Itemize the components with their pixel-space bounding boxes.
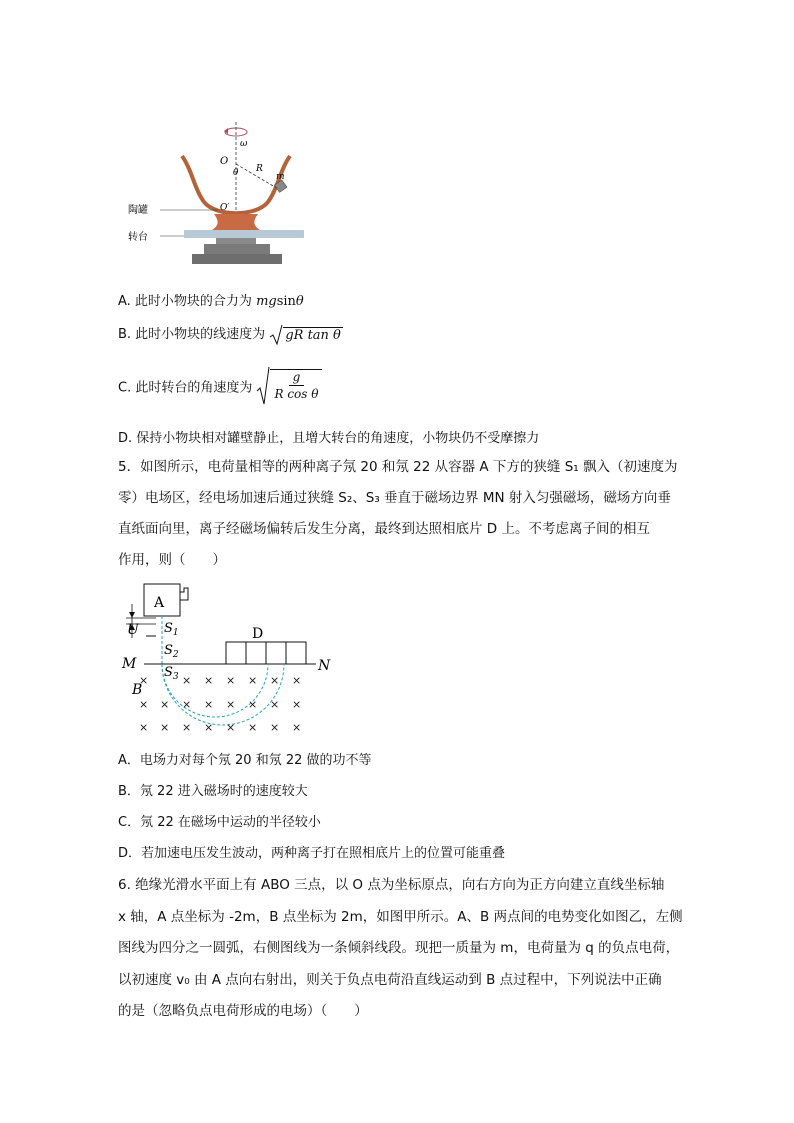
q6-stem — [118, 870, 688, 1028]
q6-stem-line-3: 图线为四分之一圆弧，右侧图线为一条倾斜线段。现把一质量为 m，电荷量为 q 的负点电荷， — [118, 940, 680, 956]
field-cross: × — [204, 698, 214, 711]
pot-turntable-figure — [120, 118, 320, 268]
q5-option-a: A．电场力对每个氖 20 和氖 22 做的功不等 — [118, 753, 372, 768]
q5-stem-line-3: 直纸面向里，离子经磁场偏转后发生分离，最终到达照相底片 D 上。不考虑离子间的相互 — [118, 521, 650, 537]
field-cross: × — [182, 721, 192, 734]
field-cross: × — [270, 698, 280, 711]
q6-stem-line-1: 6. 绝缘光滑水平面上有 ABO 三点，以 O 点为坐标原点，向右方向为正方向建立直线坐标轴 — [118, 877, 665, 893]
turntable-plate — [184, 230, 304, 238]
q4-option-a — [118, 290, 304, 309]
u-arrow-head-top — [129, 612, 135, 618]
sqrt-sign — [269, 324, 283, 346]
q4-option-b-text: B. 此时小物块的线速度为 — [118, 327, 270, 342]
field-cross: × — [270, 674, 280, 687]
ion-trajectory-neon-22 — [162, 664, 284, 725]
q4-option-c-text: C. 此时转台的角速度为 — [118, 380, 257, 396]
m-label: M — [122, 656, 137, 672]
s1-label: $S_1$ — [164, 621, 179, 638]
q4-option-b-sqrt — [269, 324, 343, 346]
pot-base — [212, 214, 260, 230]
field-cross: × — [204, 721, 214, 734]
q4-option-c-denominator: R cos θ — [274, 387, 319, 401]
plate-d-label: D — [252, 626, 264, 642]
field-cross: × — [204, 674, 214, 687]
q4-option-a-math: mg — [256, 294, 277, 309]
q5-stem — [118, 452, 678, 576]
turntable-stand — [204, 244, 270, 254]
q4-option-c-fraction — [270, 370, 322, 401]
q5-option-c: C．氖 22 在磁场中运动的半径较小 — [118, 815, 321, 830]
field-cross: × — [292, 721, 302, 734]
field-cross: × — [248, 721, 258, 734]
mass-spectrometer-figure — [118, 578, 338, 738]
field-cross: × — [182, 674, 192, 687]
o-label: O — [220, 156, 229, 167]
q4-option-b — [118, 323, 343, 346]
field-cross: × — [139, 698, 149, 711]
q4-option-b-math: gR tan θ — [285, 328, 341, 343]
r-label: R — [256, 164, 263, 174]
b-field-label: B — [132, 682, 143, 698]
o-prime-label: O′ — [220, 203, 230, 213]
pot-label: 陶罐 — [128, 205, 148, 216]
field-cross: × — [160, 721, 170, 734]
field-cross: × — [248, 674, 258, 687]
q5-stem-line-4: 作用，则（ ） — [118, 552, 226, 568]
q4-option-a-sin: sin — [276, 294, 296, 309]
field-cross: × — [139, 721, 149, 734]
field-cross: × — [160, 698, 170, 711]
q5-option-b: B．氖 22 进入磁场时的速度较大 — [118, 784, 308, 799]
field-cross: × — [226, 721, 236, 734]
q5-stem-line-2: 零）电场区，经电场加速后通过狭缝 S₂、S₃ 垂直于磁场边界 MN 射入匀强磁场，磁场方向垂 — [118, 490, 671, 506]
field-cross: × — [270, 721, 280, 734]
q5-stem-line-1: 5．如图所示，电荷量相等的两种离子氖 20 和氖 22 从容器 A 下方的狭缝 S₁ 飘入（初速度为 — [118, 459, 678, 475]
field-cross: × — [182, 698, 192, 711]
field-cross: × — [292, 674, 302, 687]
field-cross: × — [226, 698, 236, 711]
q4-option-c-numerator: g — [289, 370, 305, 386]
q5-option-d: D．若加速电压发生波动，两种离子打在照相底片上的位置可能重叠 — [118, 846, 506, 861]
q4-option-a-text: A. 此时小物块的合力为 — [118, 294, 257, 309]
turntable-foot — [192, 254, 282, 264]
n-label: N — [318, 658, 331, 674]
m-label: m — [276, 172, 285, 182]
q6-stem-line-4: 以初速度 v₀ 由 A 点向右射出，则关于负点电荷沿直线运动到 B 点过程中，下列说法中正确 — [118, 971, 662, 988]
container-a-inlet — [180, 588, 188, 600]
q4-option-c — [118, 366, 322, 406]
field-cross: × — [139, 674, 149, 687]
omega-label: ω — [240, 139, 248, 149]
field-cross: × — [248, 698, 258, 711]
s3-label: $S_3$ — [164, 665, 179, 682]
container-a-label: A — [154, 595, 165, 611]
q4-option-c-sqrt — [256, 366, 322, 406]
theta-label: θ — [233, 168, 239, 178]
field-cross: × — [226, 674, 236, 687]
sqrt-sign-large — [256, 366, 270, 406]
mass-spectrometer-diagram — [118, 578, 338, 738]
u-label: U — [127, 622, 139, 638]
turntable-shaft — [216, 238, 256, 244]
q6-stem-line-2: x 轴，A 点坐标为 -2m，B 点坐标为 2m，如图甲所示。A、B 两点间的电势变化如图乙，左侧 — [118, 908, 683, 925]
q4-option-a-theta: θ — [295, 294, 304, 309]
q4-option-d: D. 保持小物块相对罐壁静止，且增大转台的角速度，小物块仍不受摩擦力 — [118, 431, 540, 446]
turntable-label: 转台 — [128, 232, 148, 243]
q6-stem-line-5: 的是（忽略负点电荷形成的电场）（ ） — [118, 1003, 368, 1019]
field-cross: × — [292, 698, 302, 711]
pot-turntable-diagram — [120, 118, 320, 268]
s2-label: $S_2$ — [164, 643, 179, 660]
